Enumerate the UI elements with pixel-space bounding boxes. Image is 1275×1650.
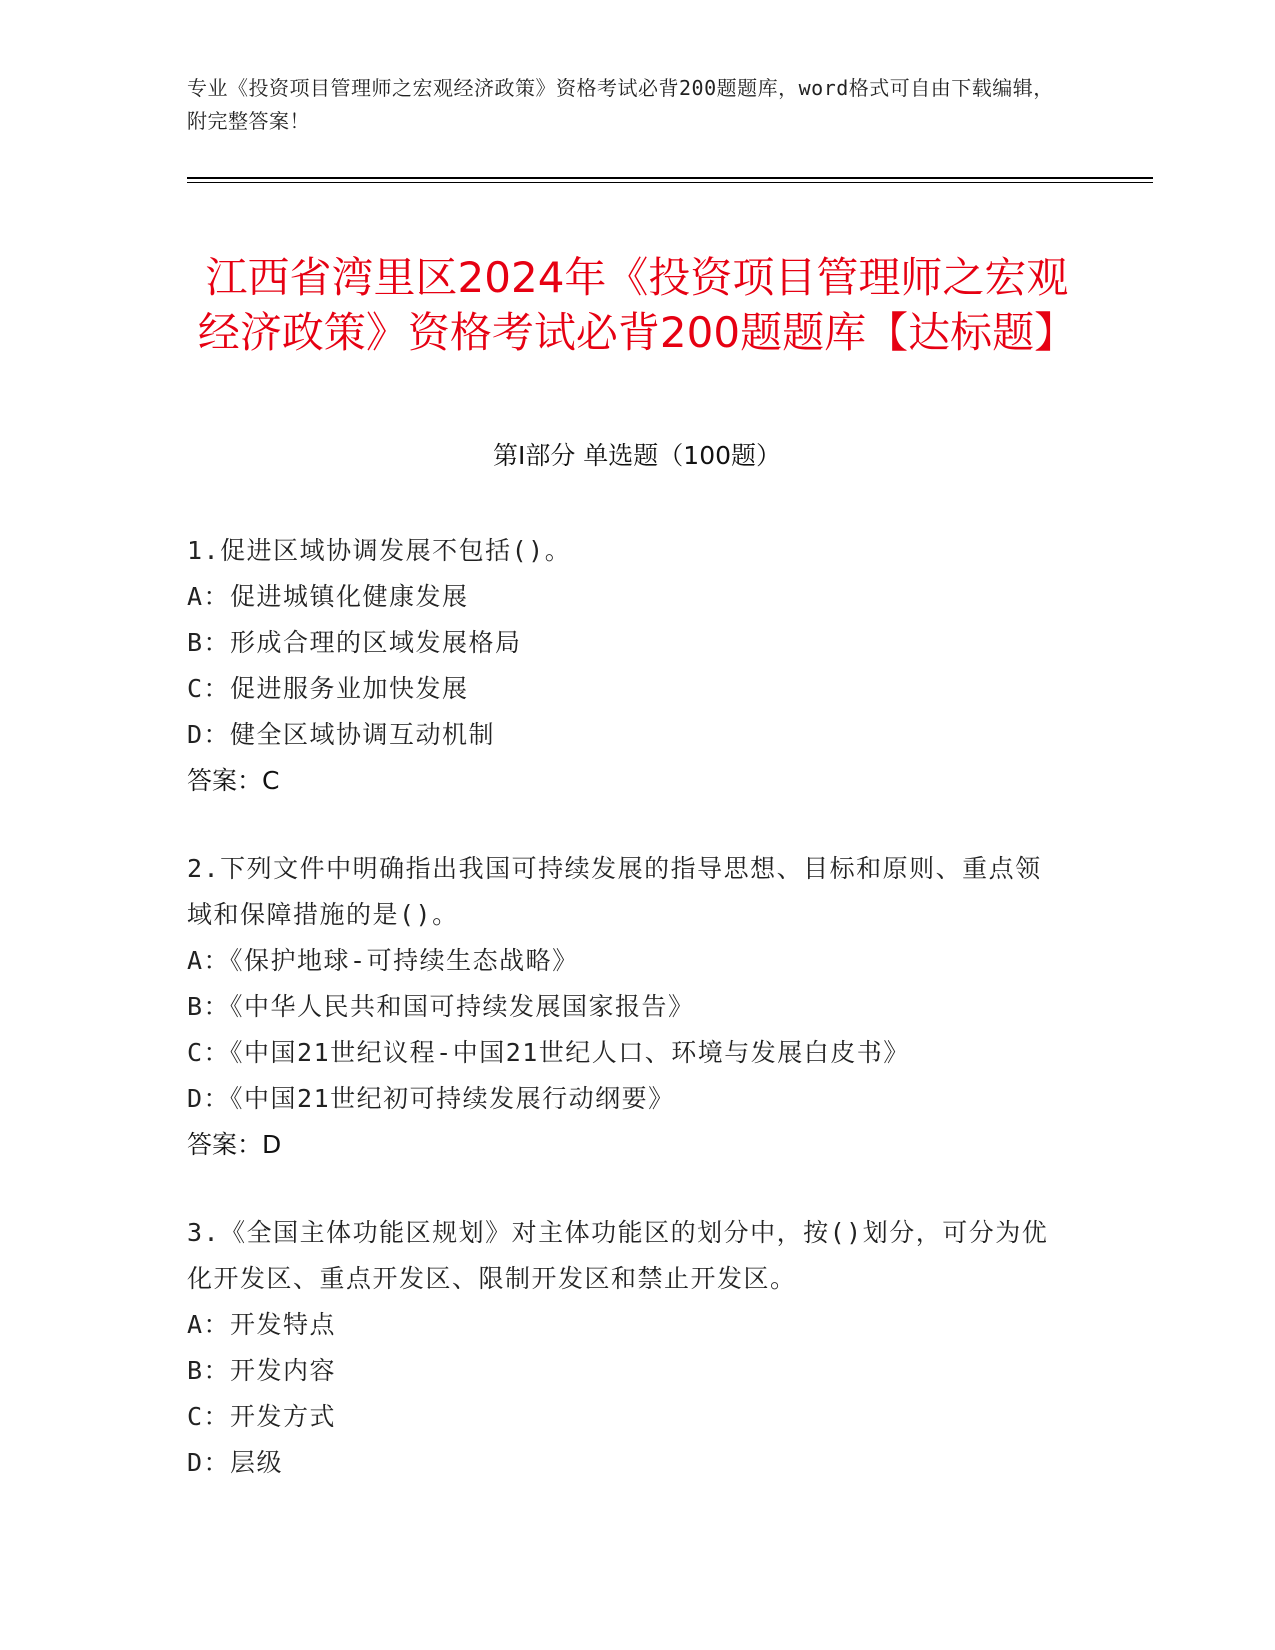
option-d: D：《中国21世纪初可持续发展行动纲要》 <box>187 1084 675 1113</box>
header-rule-thin <box>187 182 1153 183</box>
question-stem: 2.下列文件中明确指出我国可持续发展的指导思想、目标和原则、重点领域和保障措施的是()。 <box>187 854 1042 929</box>
option-a: A：促进城镇化健康发展 <box>187 582 469 611</box>
section-heading: 第I部分 单选题（100题） <box>492 441 782 470</box>
option-c: C：开发方式 <box>187 1402 337 1431</box>
answer: 答案：C <box>187 766 280 795</box>
option-c: C：促进服务业加快发展 <box>187 674 469 703</box>
option-d: D：健全区域协调互动机制 <box>187 720 496 749</box>
option-b: B：开发内容 <box>187 1356 337 1385</box>
question-2 <box>187 846 1067 1168</box>
question-stem: 1.促进区域协调发展不包括()。 <box>187 536 572 565</box>
answer: 答案：D <box>187 1130 282 1159</box>
question-1 <box>187 528 1067 804</box>
question-stem: 3.《全国主体功能区规划》对主体功能区的划分中，按()划分，可分为优化开发区、重点开发区、限制开发区和禁止开发区。 <box>187 1218 1049 1293</box>
document-title: 江西省湾里区2024年《投资项目管理师之宏观经济政策》资格考试必背200题题库【达标题】 <box>197 253 1077 358</box>
question-3 <box>187 1210 1067 1486</box>
option-a: A：《保护地球-可持续生态战略》 <box>187 946 579 975</box>
option-a: A：开发特点 <box>187 1310 337 1339</box>
header-note: 专业《投资项目管理师之宏观经济政策》资格考试必背200题题库，word格式可自由下载编辑，附完整答案！ <box>187 76 1054 133</box>
option-c: C：《中国21世纪议程-中国21世纪人口、环境与发展白皮书》 <box>187 1038 910 1067</box>
option-b: B：形成合理的区域发展格局 <box>187 628 522 657</box>
question-list <box>187 528 1067 1528</box>
header-rule-thick <box>187 177 1153 179</box>
option-d: D：层级 <box>187 1448 284 1477</box>
option-b: B：《中华人民共和国可持续发展国家报告》 <box>187 992 695 1021</box>
